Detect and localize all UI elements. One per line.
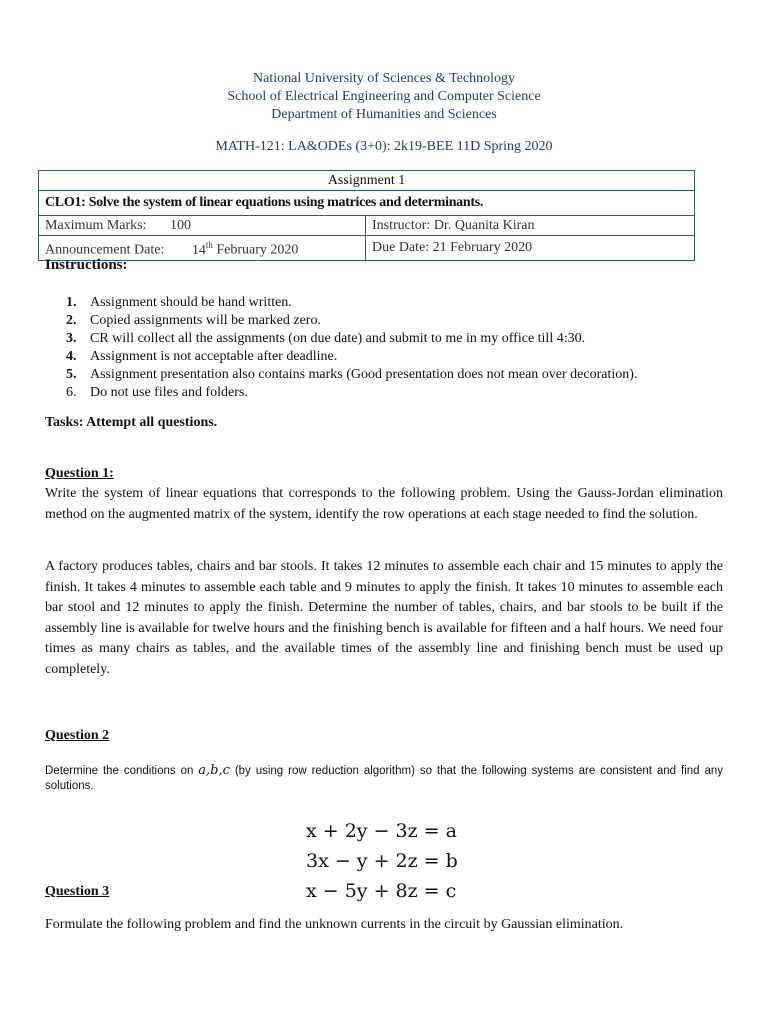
announcement-sup: th xyxy=(205,240,213,250)
due-date-cell: Due Date: 21 February 2020 xyxy=(366,236,695,261)
instruction-item: 5. Assignment presentation also contains marks (Good presentation does not mean over decoration). xyxy=(66,367,638,382)
university-name: National University of Sciences & Technology xyxy=(253,71,515,86)
announcement-rest: February 2020 xyxy=(212,242,299,258)
clo-statement: CLO1: Solve the system of linear equations using matrices and determinants. xyxy=(39,191,695,216)
max-marks-value: 100 xyxy=(170,217,191,233)
question-1-heading: Question 1: xyxy=(45,466,114,481)
question-2-text: Determine the conditions on a,b,c (by using row reduction algorithm) so that the following systems are consistent and find any solutions. xyxy=(45,763,723,792)
department-name: Department of Humanities and Sciences xyxy=(271,107,497,122)
max-marks-cell xyxy=(39,216,366,236)
question-2-vars: a,b,c xyxy=(198,763,230,778)
announcement-label: Announcement Date: xyxy=(45,242,165,258)
question-1-problem: A factory produces tables, chairs and bar stools. It takes 12 minutes to assemble each chair and 15 minutes to apply the finish. It takes 4 minutes to assemble each table and 9 minutes to apply the finish. It takes 10 minutes to assemble each bar stool and 12 minutes to apply the finish. Determine the number of tables, chairs, and bar stools to be built if the assembly line is available for twelve hours and the finishing bench is available for fifteen and a half hours. We need four times as many chairs as tables, and the available times of the assembly line and finishing bench must be used up completely. xyxy=(45,559,723,677)
instructions-heading: Instructions: xyxy=(45,257,128,273)
school-name: School of Electrical Engineering and Computer Science xyxy=(227,89,541,104)
assignment-info-table xyxy=(38,170,695,261)
question-3-heading: Question 3 xyxy=(45,884,110,899)
instruction-item: 2. Copied assignments will be marked zero. xyxy=(66,313,321,328)
max-marks-label: Maximum Marks: xyxy=(45,217,147,233)
announcement-day: 14 xyxy=(191,242,206,258)
assignment-title: Assignment 1 xyxy=(39,171,695,191)
equation-3: x − 5y + 8z = c xyxy=(306,880,457,902)
question-1-intro: Write the system of linear equations that corresponds to the following problem. Using the Gauss-Jordan elimination method on the augmented matrix of the system, identify the row operations at each stage needed to find the solution. xyxy=(45,486,723,522)
course-title: MATH-121: LA&ODEs (3+0): 2k19-BEE 11D Spring 2020 xyxy=(215,139,553,154)
question-3-text: Formulate the following problem and find the unknown currents in the circuit by Gaussian elimination. xyxy=(45,917,624,932)
equation-1: x + 2y − 3z = a xyxy=(306,820,457,842)
instruction-item: 1. Assignment should be hand written. xyxy=(66,295,292,310)
equation-2: 3x − y + 2z = b xyxy=(306,850,458,872)
question-2-heading: Question 2 xyxy=(45,728,110,743)
instruction-item: 6. Do not use files and folders. xyxy=(66,385,248,400)
instructor-cell: Instructor: Dr. Quanita Kiran xyxy=(366,216,695,236)
instruction-item: 3. CR will collect all the assignments (on due date) and submit to me in my office till 4:30. xyxy=(66,331,586,346)
tasks-line: Tasks: Attempt all questions. xyxy=(45,415,218,430)
instruction-item: 4. Assignment is not acceptable after deadline. xyxy=(66,349,338,364)
